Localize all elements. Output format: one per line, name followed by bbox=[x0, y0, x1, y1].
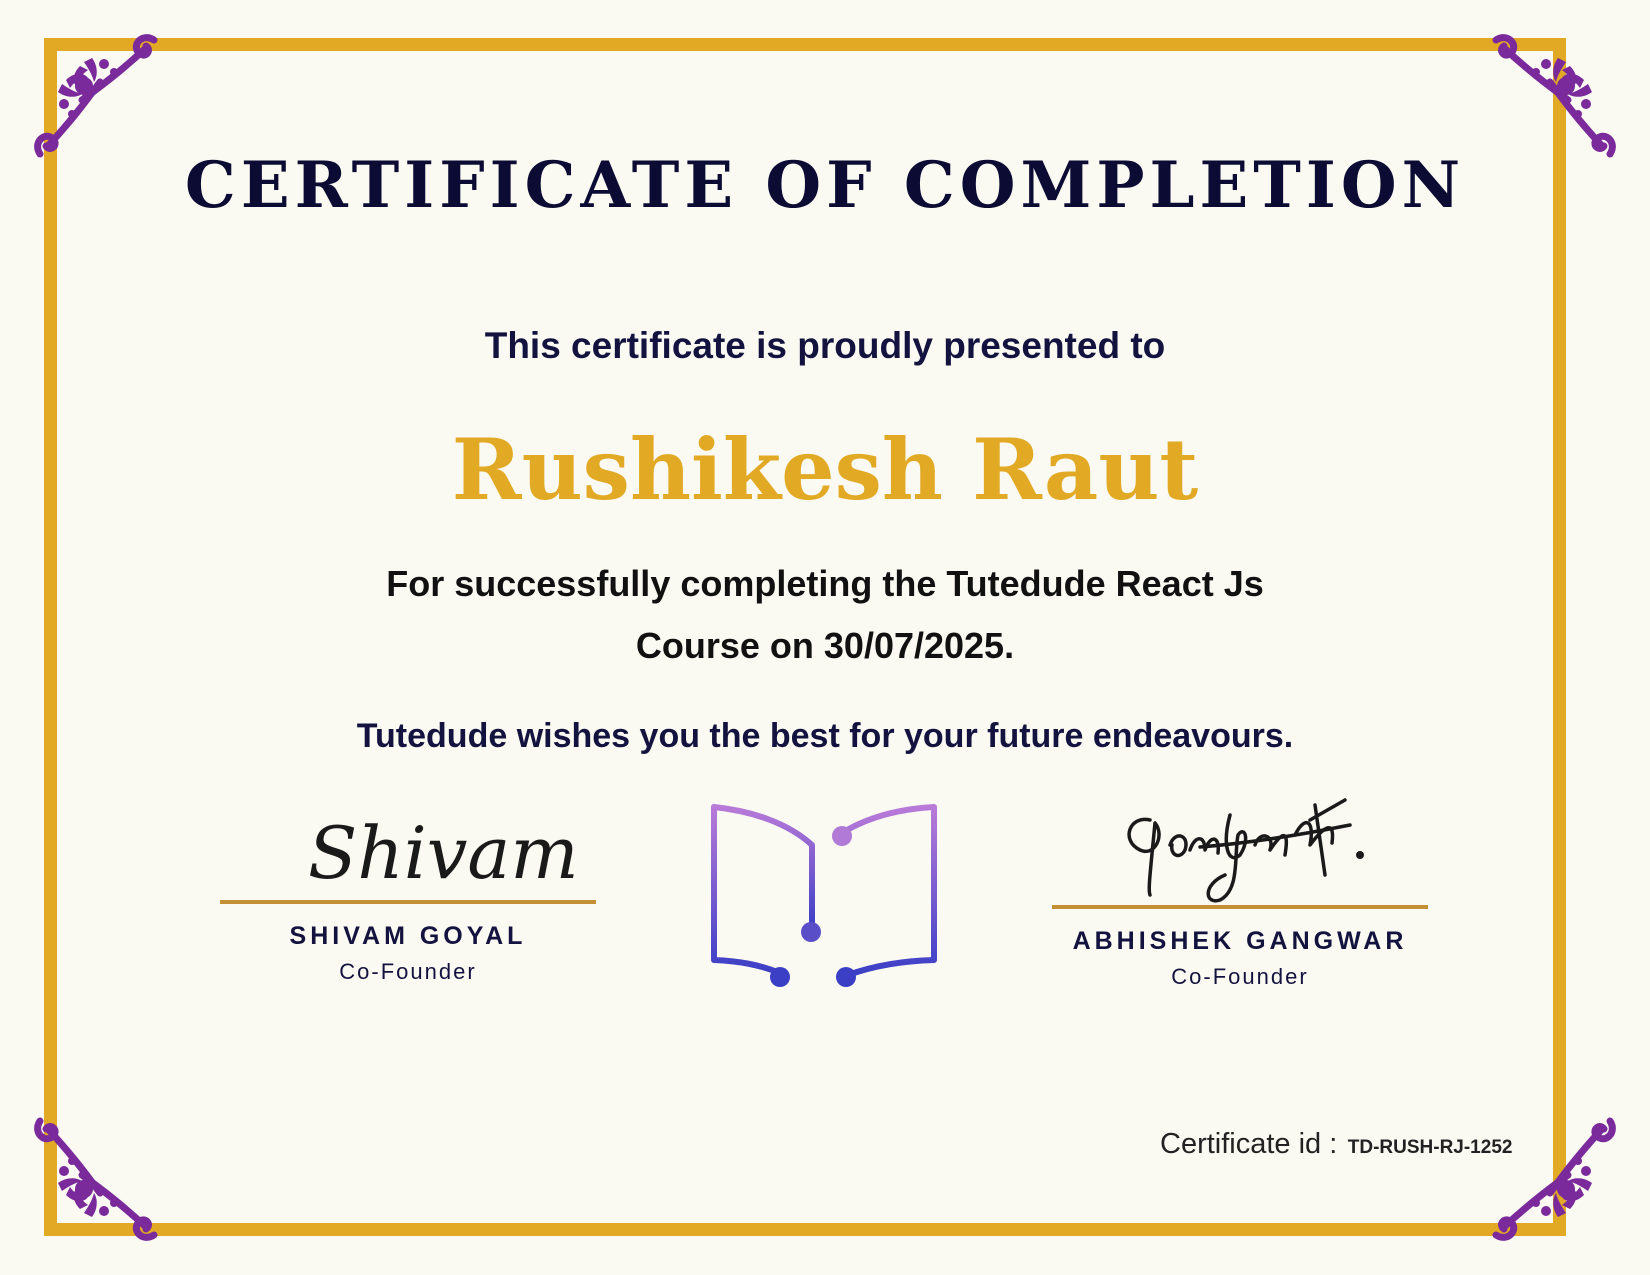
wishes-text: Tutedude wishes you the best for your future endeavours. bbox=[356, 717, 1294, 755]
signatory-role: Co-Founder bbox=[1171, 964, 1309, 989]
corner-scroll-ornament-icon bbox=[22, 1103, 172, 1253]
signatory-right bbox=[1052, 795, 1428, 990]
certificate-id-value: TD-RUSH-RJ-1252 bbox=[1347, 1137, 1513, 1158]
signatory-left bbox=[220, 800, 596, 985]
recipient-name: Rushikesh Raut bbox=[451, 420, 1199, 519]
signature-abhishek-gangwar bbox=[1110, 795, 1370, 900]
signatory-name: ABHISHEK GANGWAR bbox=[1072, 927, 1408, 955]
presented-to-text: This certificate is proudly presented to bbox=[484, 325, 1166, 366]
certificate-id bbox=[1160, 1128, 1512, 1161]
signature-shivam-goyal bbox=[298, 800, 579, 900]
signature-line bbox=[1052, 905, 1428, 909]
signature-script: Shivam bbox=[308, 811, 579, 895]
signatory-name: SHIVAM GOYAL bbox=[289, 922, 527, 950]
tutedude-book-logo-icon bbox=[700, 795, 950, 995]
course-completion-text: For successfully completing the Tutedude React Js Course on 30/07/2025. bbox=[386, 563, 1264, 666]
certificate-id-label: Certificate id : bbox=[1160, 1128, 1338, 1160]
signatory-role: Co-Founder bbox=[339, 959, 477, 984]
corner-scroll-ornament-icon bbox=[1478, 1103, 1628, 1253]
certificate-title: CERTIFICATE OF COMPLETION bbox=[184, 148, 1466, 223]
signature-line bbox=[220, 900, 596, 904]
